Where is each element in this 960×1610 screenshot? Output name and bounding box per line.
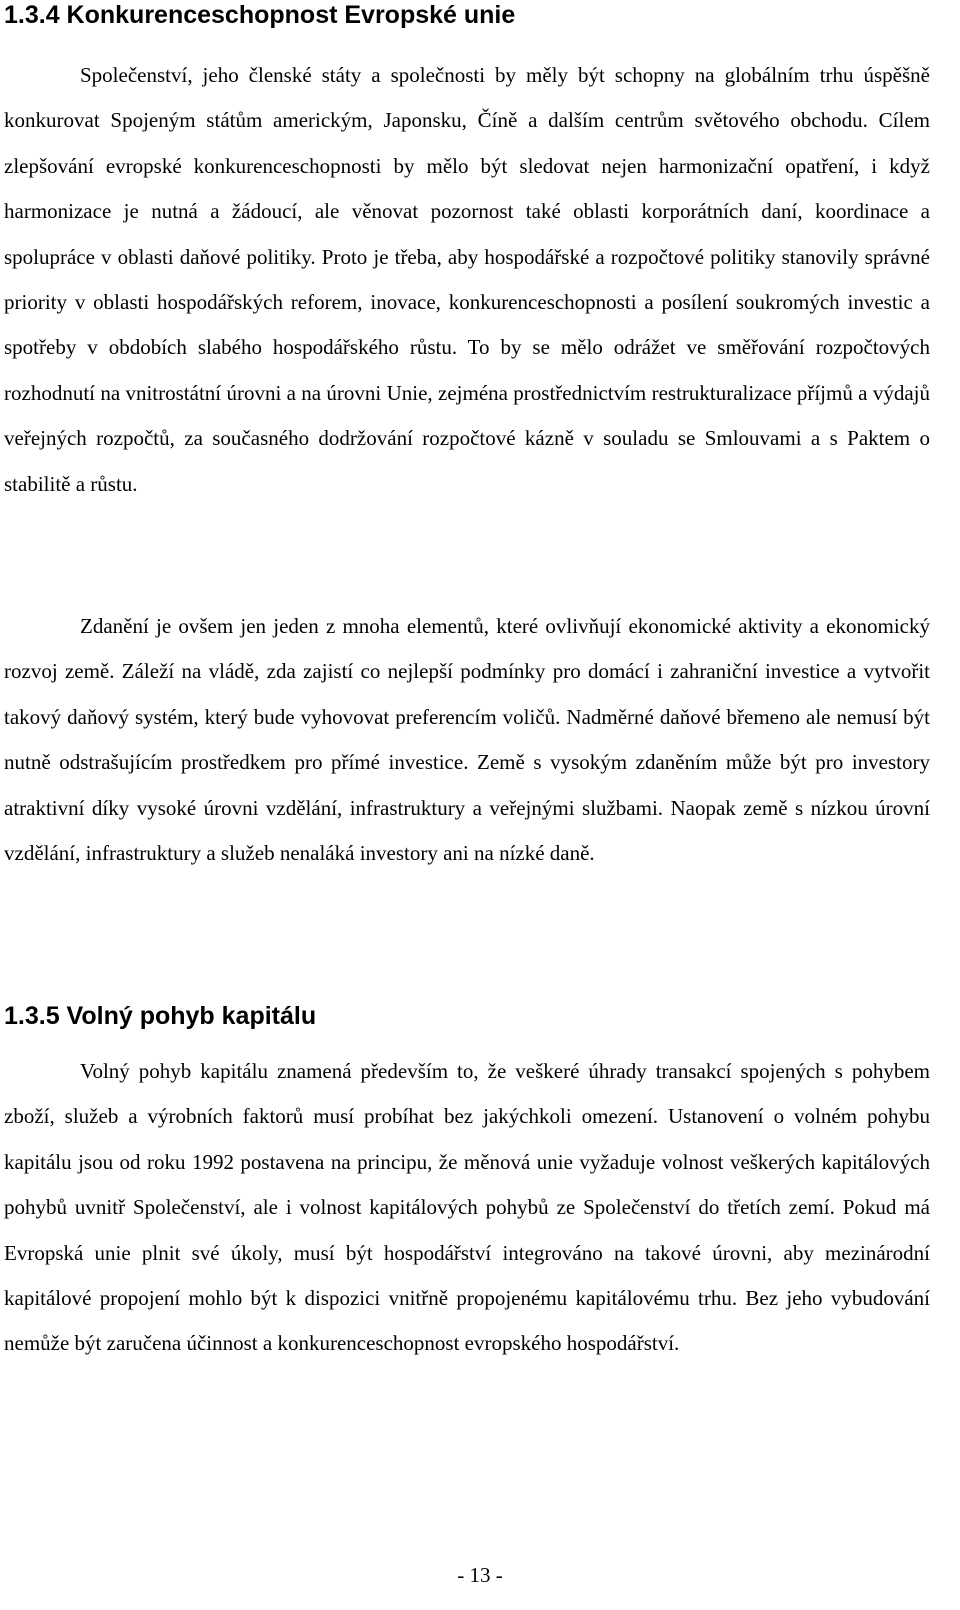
section-heading: 1.3.5 Volný pohyb kapitálu: [4, 1002, 317, 1030]
page-number: - 13 -: [457, 1563, 503, 1587]
body-paragraph: Zdanění je ovšem jen jeden z mnoha elementů, které ovlivňují ekonomické aktivity a ekonomický rozvoj země. Záleží na vládě, zda zajistí co nejlepší podmínky pro domácí i zahraniční investice a vytvořit takový daňový systém, který bude vyhovovat preferencím voličů. Nadměrné daňové břemeno ale nemusí být nutně odstrašujícím prostředkem pro přímé investice. Země s vysokým zdaněním může být pro investory atraktivní díky vysoké úrovni vzdělání, infrastruktury a veřejnými službami. Naopak země s nízkou úrovní vzdělání, infrastruktury a služeb nenaláká investory ani na nízké daně.: [4, 614, 930, 866]
body-paragraph: Společenství, jeho členské státy a společnosti by měly být schopny na globálním trhu úspěšně konkurovat Spojeným státům americkým, Japonsku, Číně a dalším centrům světového obchodu. Cílem zlepšování evropské konkurenceschopnosti by mělo být sledovat nejen harmonizační opatření, i když harmonizace je nutná a žádoucí, ale věnovat pozornost také oblasti korporátních daní, koordinace a spolupráce v oblasti daňové politiky. Proto je třeba, aby hospodářské a rozpočtové politiky stanovily správné priority v oblasti hospodářských reforem, inovace, konkurenceschopnosti a posílení soukromých investic a spotřeby v obdobích slabého hospodářského růstu. To by se mělo odrážet ve směřování rozpočtových rozhodnutí na vnitrostátní úrovni a na úrovni Unie, zejména prostřednictvím restrukturalizace příjmů a výdajů veřejných rozpočtů, za současného dodržování rozpočtové kázně v souladu se Smlouvami a s Paktem o stabilitě a růstu.: [4, 63, 930, 496]
section-heading: 1.3.4 Konkurenceschopnost Evropské unie: [4, 1, 516, 29]
body-paragraph: Volný pohyb kapitálu znamená především to, že veškeré úhrady transakcí spojených s pohybem zboží, služeb a výrobních faktorů musí probíhat bez jakýchkoli omezení. Ustanovení o volném pohybu kapitálu jsou od roku 1992 postavena na principu, že měnová unie vyžaduje volnost veškerých kapitálových pohybů uvnitř Společenství, ale i volnost kapitálových pohybů ze Společenství do třetích zemí. Pokud má Evropská unie plnit své úkoly, musí být hospodářství integrováno na takové úrovni, aby mezinárodní kapitálové propojení mohlo být k dispozici vnitřně propojenému kapitálovému trhu. Bez jeho vybudování nemůže být zaručena účinnost a konkurenceschopnost evropského hospodářství.: [4, 1059, 930, 1356]
